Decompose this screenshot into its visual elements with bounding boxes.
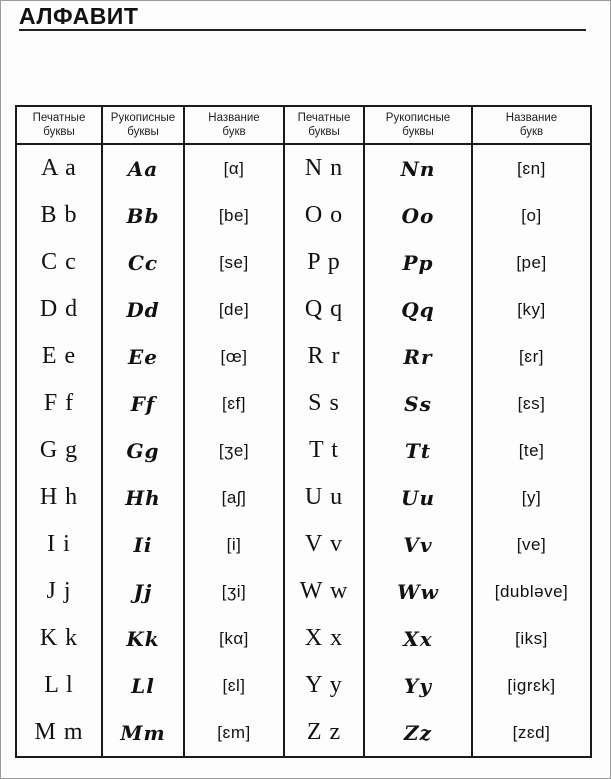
- handwritten-letter-left: Bb: [102, 192, 184, 239]
- table-row: [16, 239, 591, 286]
- handwritten-letter-right: Vv: [364, 521, 472, 568]
- header-printed-letters-right: Печатные буквы: [284, 106, 364, 144]
- printed-letter-right: X x: [284, 615, 364, 662]
- printed-letter-left: C c: [16, 239, 102, 286]
- letter-name-right: [te]: [472, 427, 591, 474]
- table-row: [16, 615, 591, 662]
- table-header-row: [16, 106, 591, 144]
- printed-letter-right: Z z: [284, 709, 364, 757]
- printed-letter-left: B b: [16, 192, 102, 239]
- letter-name-left: [œ]: [184, 333, 284, 380]
- handwritten-letter-right: Nn: [364, 144, 472, 192]
- letter-name-right: [o]: [472, 192, 591, 239]
- table-row: [16, 662, 591, 709]
- handwritten-letter-right: Xx: [364, 615, 472, 662]
- table-row: [16, 333, 591, 380]
- handwritten-letter-right: Oo: [364, 192, 472, 239]
- title-underline: [19, 29, 586, 31]
- printed-letter-left: E e: [16, 333, 102, 380]
- handwritten-letter-left: Mm: [102, 709, 184, 757]
- letter-name-left: [ɛm]: [184, 709, 284, 757]
- letter-name-left: [de]: [184, 286, 284, 333]
- printed-letter-right: U u: [284, 474, 364, 521]
- table-row: [16, 709, 591, 757]
- handwritten-letter-left: Ff: [102, 380, 184, 427]
- letter-name-left: [ɛl]: [184, 662, 284, 709]
- printed-letter-left: K k: [16, 615, 102, 662]
- printed-letter-left: J j: [16, 568, 102, 615]
- handwritten-letter-left: Kk: [102, 615, 184, 662]
- printed-letter-right: N n: [284, 144, 364, 192]
- table-row: [16, 521, 591, 568]
- letter-name-right: [ɛs]: [472, 380, 591, 427]
- letter-name-right: [ky]: [472, 286, 591, 333]
- table-row: [16, 427, 591, 474]
- printed-letter-right: V v: [284, 521, 364, 568]
- letter-name-right: [ve]: [472, 521, 591, 568]
- table-row: [16, 474, 591, 521]
- header-letter-names-right: Название букв: [472, 106, 591, 144]
- letter-name-right: [iks]: [472, 615, 591, 662]
- printed-letter-left: A a: [16, 144, 102, 192]
- printed-letter-left: F f: [16, 380, 102, 427]
- handwritten-letter-left: Cc: [102, 239, 184, 286]
- printed-letter-left: M m: [16, 709, 102, 757]
- handwritten-letter-left: Ee: [102, 333, 184, 380]
- handwritten-letter-right: Rr: [364, 333, 472, 380]
- letter-name-left: [α]: [184, 144, 284, 192]
- table-row: [16, 286, 591, 333]
- letter-name-right: [igrɛk]: [472, 662, 591, 709]
- table-row: [16, 192, 591, 239]
- handwritten-letter-left: Gg: [102, 427, 184, 474]
- letter-name-right: [y]: [472, 474, 591, 521]
- letter-name-right: [dubləve]: [472, 568, 591, 615]
- handwritten-letter-left: Aa: [102, 144, 184, 192]
- letter-name-left: [be]: [184, 192, 284, 239]
- handwritten-letter-left: Hh: [102, 474, 184, 521]
- letter-name-left: [i]: [184, 521, 284, 568]
- handwritten-letter-right: Ww: [364, 568, 472, 615]
- letter-name-left: [se]: [184, 239, 284, 286]
- handwritten-letter-right: Tt: [364, 427, 472, 474]
- alphabet-table-body: [16, 144, 591, 757]
- handwritten-letter-right: Yy: [364, 662, 472, 709]
- printed-letter-right: Q q: [284, 286, 364, 333]
- printed-letter-left: G g: [16, 427, 102, 474]
- header-printed-letters-left: Печатные буквы: [16, 106, 102, 144]
- printed-letter-right: W w: [284, 568, 364, 615]
- letter-name-left: [ʒe]: [184, 427, 284, 474]
- printed-letter-left: L l: [16, 662, 102, 709]
- letter-name-right: [ɛr]: [472, 333, 591, 380]
- page-title: АЛФАВИТ: [19, 3, 139, 29]
- letter-name-right: [zɛd]: [472, 709, 591, 757]
- printed-letter-right: R r: [284, 333, 364, 380]
- printed-letter-right: P p: [284, 239, 364, 286]
- printed-letter-left: I i: [16, 521, 102, 568]
- handwritten-letter-left: Dd: [102, 286, 184, 333]
- handwritten-letter-right: Zz: [364, 709, 472, 757]
- printed-letter-right: Y y: [284, 662, 364, 709]
- alphabet-table: [15, 105, 592, 758]
- printed-letter-right: O o: [284, 192, 364, 239]
- handwritten-letter-right: Qq: [364, 286, 472, 333]
- handwritten-letter-left: Ii: [102, 521, 184, 568]
- handwritten-letter-left: Ll: [102, 662, 184, 709]
- table-row: [16, 144, 591, 192]
- header-letter-names-left: Название букв: [184, 106, 284, 144]
- letter-name-left: [ɛf]: [184, 380, 284, 427]
- printed-letter-right: T t: [284, 427, 364, 474]
- handwritten-letter-right: Ss: [364, 380, 472, 427]
- letter-name-left: [ʒi]: [184, 568, 284, 615]
- header-handwritten-letters-left: Рукописные буквы: [102, 106, 184, 144]
- handwritten-letter-right: Uu: [364, 474, 472, 521]
- letter-name-left: [kα]: [184, 615, 284, 662]
- letter-name-left: [aʃ]: [184, 474, 284, 521]
- printed-letter-left: H h: [16, 474, 102, 521]
- header-handwritten-letters-right: Рукописные буквы: [364, 106, 472, 144]
- table-row: [16, 380, 591, 427]
- letter-name-right: [pe]: [472, 239, 591, 286]
- letter-name-right: [ɛn]: [472, 144, 591, 192]
- handwritten-letter-left: Jj: [102, 568, 184, 615]
- printed-letter-right: S s: [284, 380, 364, 427]
- table-row: [16, 568, 591, 615]
- handwritten-letter-right: Pp: [364, 239, 472, 286]
- printed-letter-left: D d: [16, 286, 102, 333]
